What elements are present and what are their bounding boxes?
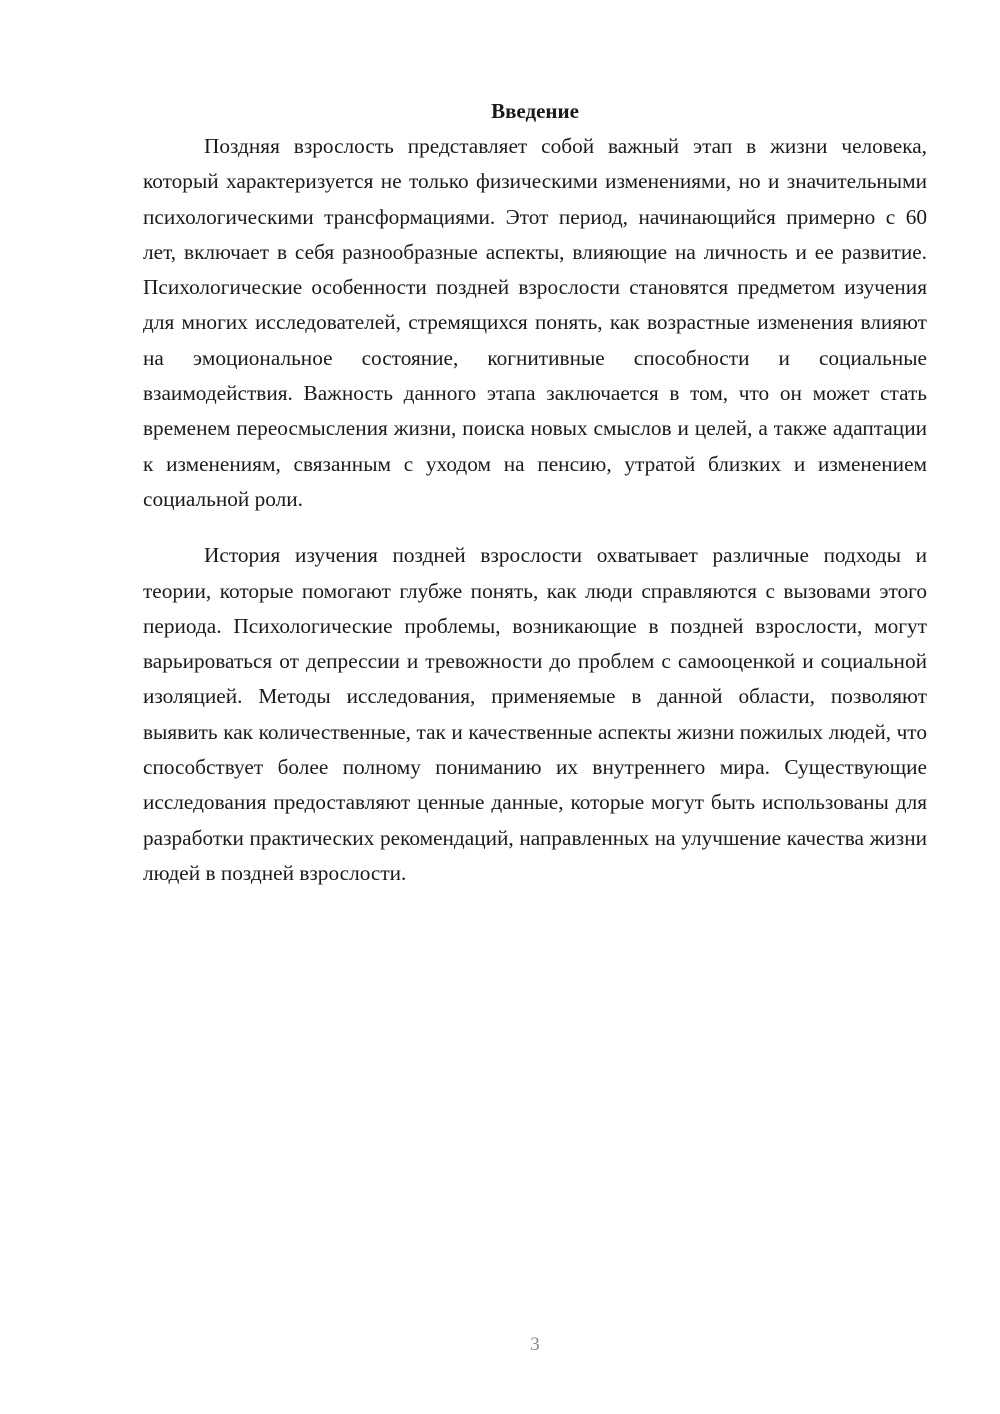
paragraph-2: История изучения поздней взрослости охватывает различные подходы и теории, которые помогают глубже понять, как люди справляются с вызовами этого периода. Психологические проблемы, возникающие в поздней взрослости, могут варьироваться от депрессии и тревожности до проблем с самооценкой и социальной изоляцией. Методы исследования, применяемые в данной области, позволяют выявить как количественные, так и качественные аспекты жизни пожилых людей, что способствует более полному пониманию их внутреннего мира. Существующие исследования предоставляют ценные данные, которые могут быть использованы для разработки практических рекомендаций, направленных на улучшение качества жизни людей в поздней взрослости.	[143, 543, 927, 885]
paragraph-1: Поздняя взрослость представляет собой важный этап в жизни человека, который характеризуется не только физическими изменениями, но и значительными психологическими трансформациями. Этот период, начинающийся примерно с 60 лет, включает в себя разнообразные аспекты, влияющие на личность и ее развитие. Психологические особенности поздней взрослости становятся предметом изучения для многих исследователей, стремящихся понять, как возрастные изменения влияют на эмоциональное состояние, когнитивные способности и социальные взаимодействия. Важность данного этапа заключается в том, что он может стать временем переосмысления жизни, поиска новых смыслов и целей, а также адаптации к изменениям, связанным с уходом на пенсию, утратой близких и изменением социальной роли.	[143, 134, 927, 511]
section-heading: Введение	[491, 99, 579, 123]
page-number: 3	[530, 1334, 540, 1355]
page-content	[143, 95, 927, 891]
